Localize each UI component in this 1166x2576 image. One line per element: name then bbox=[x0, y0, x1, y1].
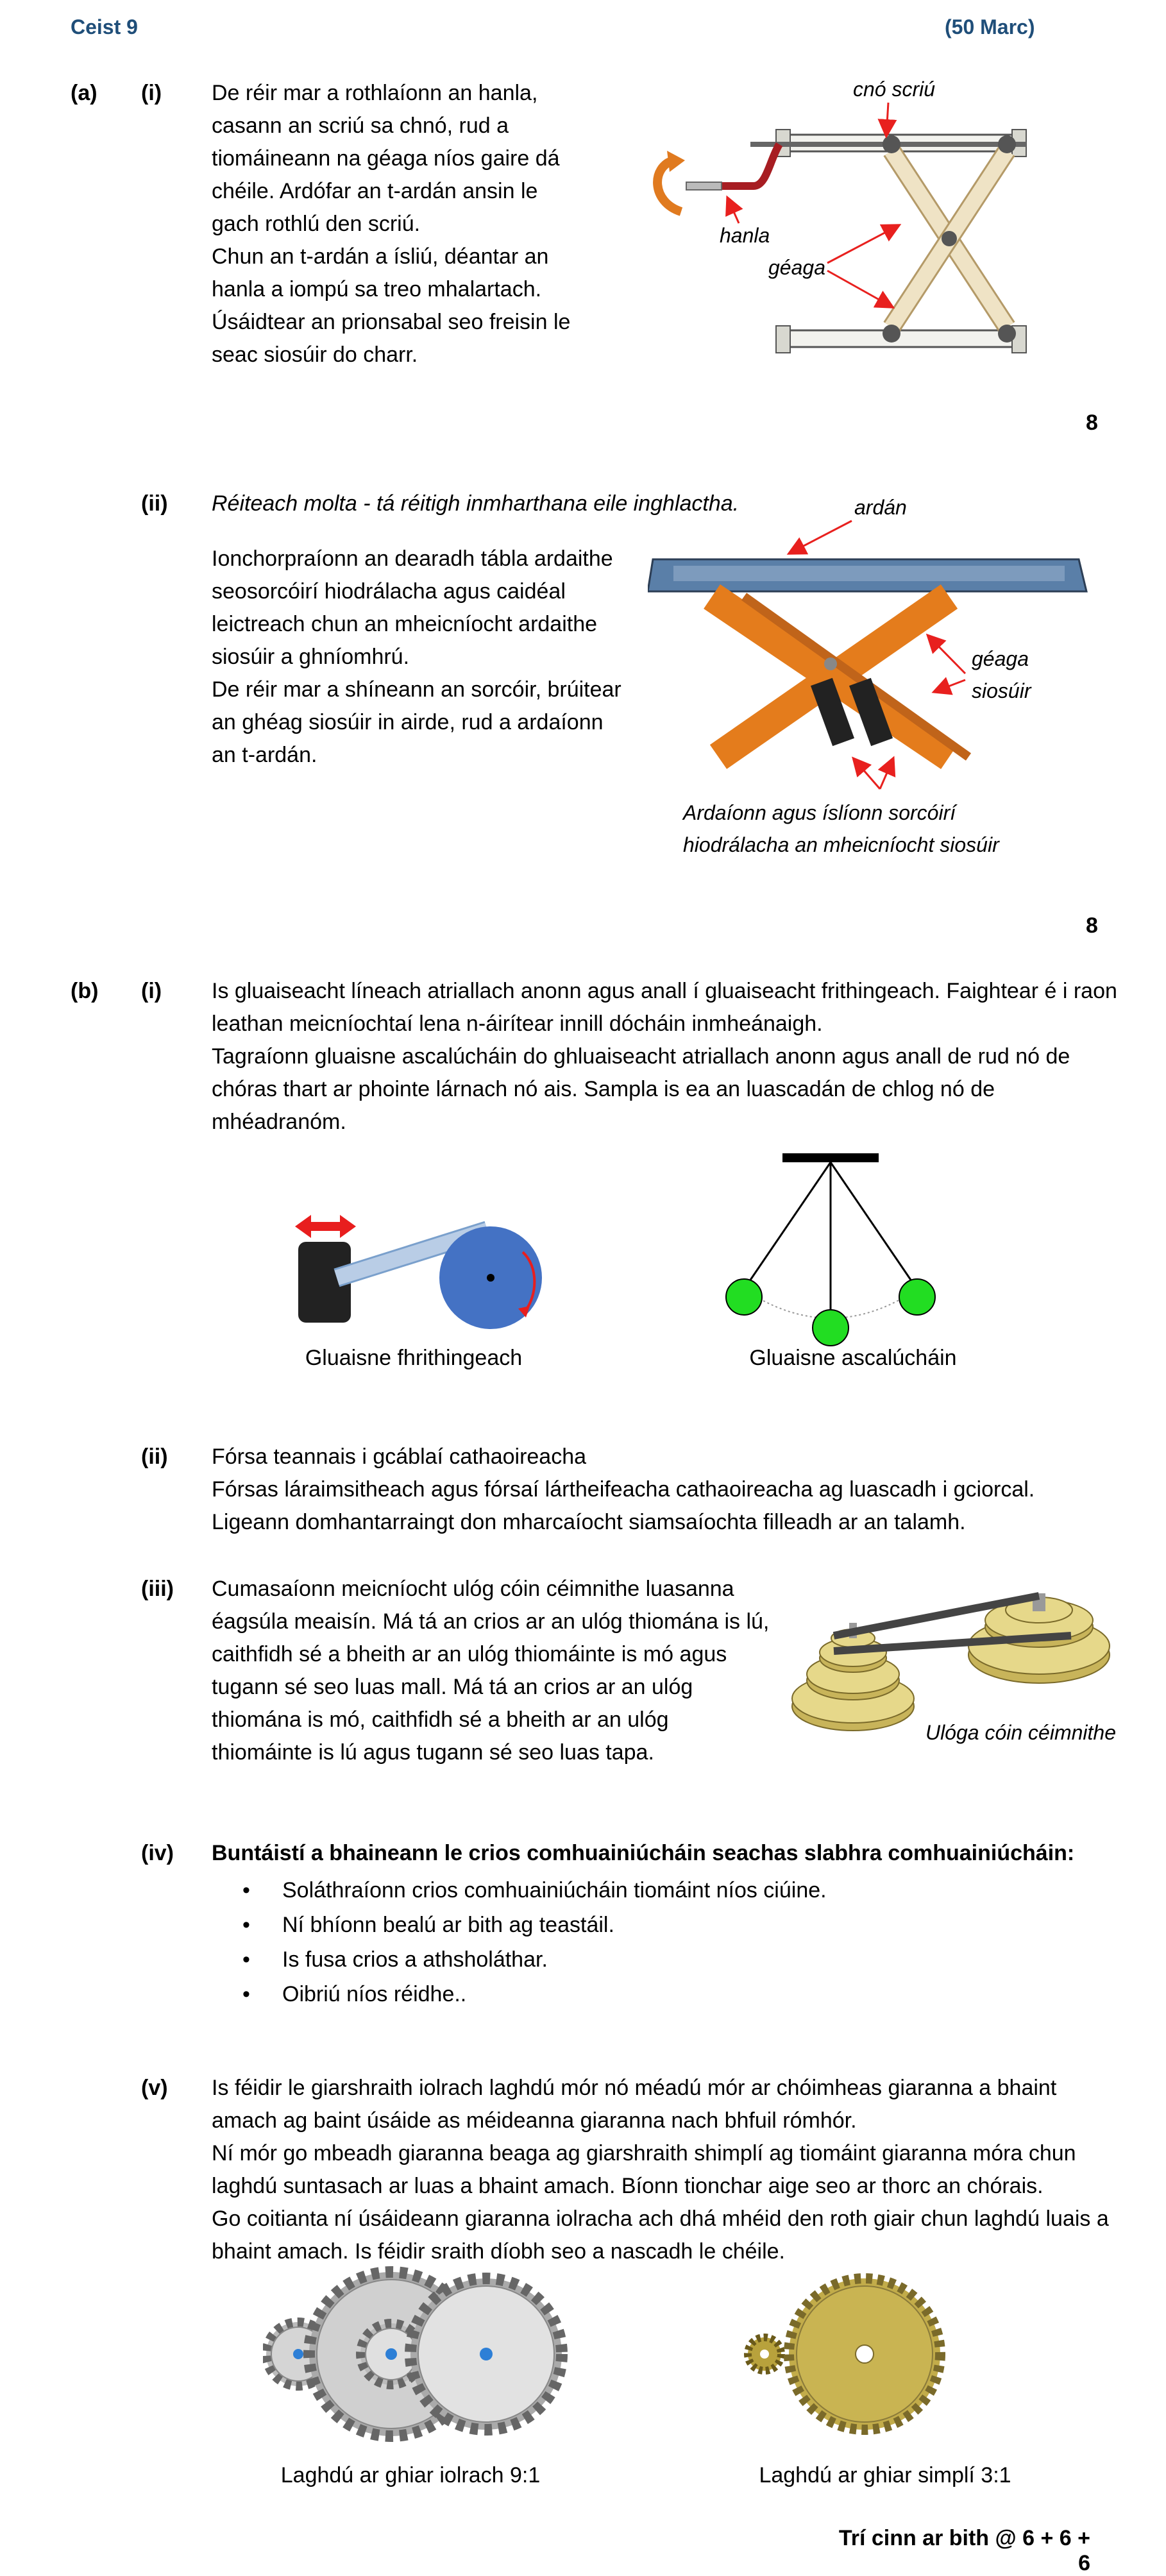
text-line: tiomáineann na géaga níos gaire dá bbox=[212, 146, 560, 171]
arms-label: géaga bbox=[768, 256, 825, 279]
part-b-v-label: (v) bbox=[141, 2076, 168, 2100]
text-line: Fórsas láraimsitheach agus fórsaí lártheifeacha cathaoireacha ag luascadh i gciorcal. bbox=[212, 1477, 1035, 1502]
text-line: caithfidh sé a bheith ar an ulóg thiomáinte is mó agus bbox=[212, 1642, 727, 1666]
arms-label-2: siosúir bbox=[972, 679, 1031, 702]
handle-label: hanla bbox=[720, 224, 770, 247]
part-b-iv-heading: Buntáistí a bhaineann le crios comhuainiúcháin seachas slabhra comhuainiúcháin: bbox=[212, 1841, 1075, 1865]
part-b-i-text bbox=[212, 975, 1154, 1139]
text-line: chéile. Ardófar an t-ardán ansin le bbox=[212, 179, 538, 203]
cone-pulley-caption: Ulóga cóin céimnithe bbox=[925, 1721, 1116, 1744]
arms-label-1: géaga bbox=[972, 647, 1029, 670]
text-line: bhaint amach. Is féidir sraith díobh seo a nascadh le chéile. bbox=[212, 2239, 785, 2264]
oscillating-caption: Gluaisne ascalúcháin bbox=[749, 1346, 957, 1370]
list-item: • Oibriú níos réidhe.. bbox=[212, 1977, 1045, 2012]
part-b-v-text bbox=[212, 2072, 1154, 2268]
part-b-iii-label: (iii) bbox=[141, 1577, 174, 1601]
text-line: Ligeann domhantarraingt don mharcaíocht siamsaíochta filleadh ar an talamh. bbox=[212, 1510, 966, 1534]
text-line: Is féidir le giarshraith iolrach laghdú mór nó méadú mór ar chóimheas giaranna a bhaint bbox=[212, 2076, 1057, 2100]
part-b-i-label: (i) bbox=[141, 979, 162, 1003]
text-line: seac siosúir do charr. bbox=[212, 343, 418, 367]
simple-gear-diagram bbox=[738, 2251, 956, 2450]
text-line: an t-ardán. bbox=[212, 743, 317, 767]
part-b-label: (b) bbox=[71, 979, 99, 1003]
part-a-i-label: (i) bbox=[141, 81, 162, 105]
list-item: • Ní bhíonn bealú ar bith ag teastáil. bbox=[212, 1908, 1045, 1942]
text-line: thiomáinte is lú agus tugann sé seo luas tapa. bbox=[212, 1740, 654, 1765]
text-line: Go coitianta ní úsáideann giaranna iolracha ach dhá mhéid den roth giair chun laghdú luais a bbox=[212, 2207, 1109, 2231]
text-line: Chun an t-ardán a ísliú, déantar an bbox=[212, 244, 549, 269]
gear-driven bbox=[789, 2278, 940, 2430]
part-a-ii-text bbox=[212, 543, 654, 772]
mark-a-ii: 8 bbox=[1086, 913, 1098, 938]
text-line: seosorcóirí hiodrálacha agus caidéal bbox=[212, 579, 566, 604]
text-line: De réir mar a rothlaíonn an hanla, bbox=[212, 81, 538, 105]
text-line: thiomána is mó, caithfidh sé a bheith ar an ulóg bbox=[212, 1707, 669, 1732]
text-line: Tagraíonn gluaisne ascalúcháin do ghluaiseacht atriallach anonn agus anall de rud nó de bbox=[212, 1044, 1070, 1069]
part-a-ii-intro: Réiteach molta - tá réitigh inmharthana eile inghlactha. bbox=[212, 491, 739, 516]
part-b-iv-label: (iv) bbox=[141, 1841, 174, 1865]
compound-gear-diagram bbox=[263, 2258, 571, 2450]
text-line: gach rothlú den scriú. bbox=[212, 212, 421, 236]
part-b-ii-text bbox=[212, 1441, 1154, 1539]
gear-driver bbox=[748, 2337, 781, 2371]
reciprocating-motion-diagram bbox=[282, 1206, 564, 1334]
text-line: Ní mór go mbeadh giaranna beaga ag giarshraith shimplí ag tiomáint giaranna móra chun bbox=[212, 2141, 1076, 2165]
cone-pulley-diagram bbox=[782, 1584, 1142, 1751]
part-a-i-text bbox=[212, 77, 654, 371]
lift-caption-2: hiodrálacha an mheicníocht siosúir bbox=[683, 833, 999, 856]
text-line: De réir mar a shíneann an sorcóir, brúitear bbox=[212, 677, 621, 702]
text-line: leathan meicníochtaí lena n-áirítear innill dócháin inmheánaigh. bbox=[212, 1012, 823, 1036]
platform-label: ardán bbox=[854, 496, 907, 519]
text-line: hanla a iompú sa treo mhalartach. bbox=[212, 277, 542, 301]
text-line: tugann sé seo luas mall. Má tá an crios ar an ulóg bbox=[212, 1675, 693, 1699]
question-title: Ceist 9 bbox=[71, 15, 138, 38]
part-a-label: (a) bbox=[71, 81, 97, 105]
total-marks: (50 Marc) bbox=[945, 15, 1035, 38]
simple-gear-caption: Laghdú ar ghiar simplí 3:1 bbox=[759, 2463, 1011, 2487]
scissor-jack-diagram bbox=[648, 71, 1045, 372]
part-a-ii-label: (ii) bbox=[141, 491, 168, 516]
part-b-ii-label: (ii) bbox=[141, 1445, 168, 1469]
text-line: an ghéag siosúir in airde, rud a ardaíonn bbox=[212, 710, 604, 734]
text-line: siosúir a ghníomhrú. bbox=[212, 645, 410, 669]
text-line: Fórsa teannais i gcáblaí cathaoireacha bbox=[212, 1445, 587, 1469]
list-item: • Soláthraíonn crios comhuainiúcháin tiomáint níos ciúine. bbox=[212, 1873, 1045, 1908]
list-item: • Is fusa crios a athsholáthar. bbox=[212, 1942, 1045, 1977]
text-line: chóras thart ar phointe lárnach nó ais. Sampla is ea an luascadán de chlog nó de bbox=[212, 1077, 995, 1101]
lift-caption-1: Ardaíonn agus íslíonn sorcóirí bbox=[683, 801, 956, 824]
text-line: Cumasaíonn meicníocht ulóg cóin céimnithe luasanna bbox=[212, 1577, 734, 1601]
footer-note: Trí cinn ar bith @ 6 + 6 + 6 bbox=[838, 2526, 1090, 2575]
text-line: laghdú suntasach ar luas a bhaint amach. Bíonn tionchar aige seo ar thorc an chórais. bbox=[212, 2174, 1043, 2198]
lift-table-diagram bbox=[648, 487, 1097, 866]
advantages-list bbox=[212, 1873, 1045, 2012]
text-line: Is gluaiseacht líneach atriallach anonn agus anall í gluaiseacht frithingeach. Faightear é i raon bbox=[212, 979, 1117, 1003]
text-line: mhéadranóm. bbox=[212, 1110, 346, 1134]
text-line: amach ag baint úsáide as méideanna giaranna nach bhfuil rómhór. bbox=[212, 2108, 857, 2133]
reciprocating-caption: Gluaisne fhrithingeach bbox=[305, 1346, 523, 1370]
nut-label: cnó scriú bbox=[853, 78, 936, 101]
text-line: Úsáidtear an prionsabal seo freisin le bbox=[212, 310, 571, 334]
text-line: casann an scriú sa chnó, rud a bbox=[212, 114, 509, 138]
text-line: éagsúla meaisín. Má tá an crios ar an ulóg thiomána is lú, bbox=[212, 1609, 770, 1634]
pendulum-diagram bbox=[706, 1148, 949, 1353]
text-line: leictreach chun an mheicníocht ardaithe bbox=[212, 612, 598, 636]
compound-gear-caption: Laghdú ar ghiar iolrach 9:1 bbox=[280, 2463, 541, 2487]
text-line: Ionchorpraíonn an dearadh tábla ardaithe bbox=[212, 547, 613, 571]
part-b-iii-text bbox=[212, 1573, 789, 1769]
mark-a-i: 8 bbox=[1086, 411, 1098, 435]
